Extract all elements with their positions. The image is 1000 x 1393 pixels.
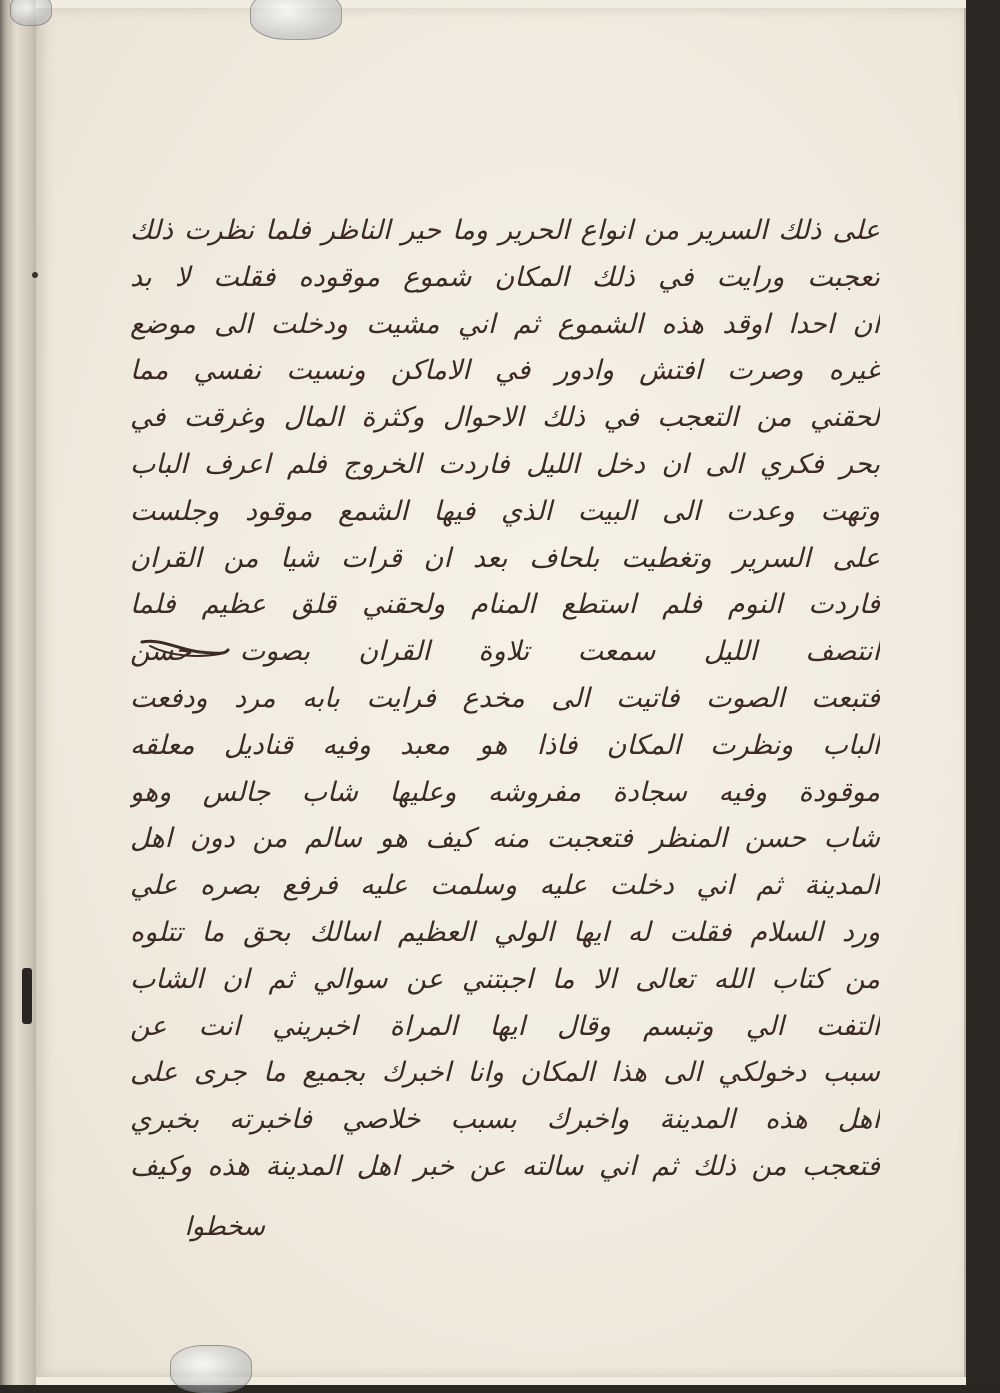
page-clip [250, 0, 342, 40]
text-line: الباب ونظرت المكان فاذا هو معبد وفيه قناديل معلقه [130, 729, 880, 761]
text-line: على ذلك السرير من انواع الحرير وما حير الناظر فلما نظرت ذلك [130, 215, 880, 246]
binding-mark [22, 968, 32, 1024]
text-line: فتعجب من ذلك ثم اني سالته عن خبر اهل المدينة هذه وكيف [130, 1150, 880, 1182]
page-clip [170, 1345, 252, 1393]
page-clip [10, 0, 52, 26]
text-line: شاب حسن المنظر فتعجبت منه كيف هو سالم من دون اهل [130, 823, 880, 855]
text-line: لحقني من التعجب في ذلك الاحوال وكثرة المال وغرقت في [130, 402, 880, 434]
text-line: على السرير وتغطيت بلحاف بعد ان قرات شيا من القران [130, 542, 880, 574]
text-line: انتصف الليل سمعت تلاوة القران بصوت حسن [130, 636, 880, 668]
catchword: سخطوا [184, 1212, 265, 1242]
text-line: من كتاب الله تعالى الا ما اجبتني عن سوالي ثم ان الشاب [130, 963, 880, 995]
text-line: ان احدا اوقد هذه الشموع ثم اني مشيت ودخلت الى موضع [130, 308, 880, 340]
text-line: وتهت وعدت الى البيت الذي فيها الشمع موقود وجلست [130, 495, 880, 527]
text-line: فتبعت الصوت فاتيت الى مخدع فرايت بابه مرد ودفعت [130, 682, 880, 714]
text-line: تعجبت ورايت في ذلك المكان شموع موقوده فقلت لا بد [130, 261, 880, 293]
text-line: اهل هذه المدينة واخبرك بسبب خلاصي فاخبرته بخبري [130, 1104, 880, 1136]
text-line: غيره وصرت افتش وادور في الاماكن ونسيت نفسي مما [130, 355, 880, 387]
text-line: فاردت النوم فلم استطع المنام ولحقني قلق عظيم فلما [130, 589, 880, 621]
ink-dot [32, 272, 38, 278]
text-line: موقودة وفيه سجادة مفروشه وعليها شاب جالس وهو [130, 776, 880, 808]
text-line: المدينة ثم اني دخلت عليه وسلمت عليه فرفع بصره علي [130, 870, 880, 902]
text-line: ورد السلام فقلت له ايها الولي العظيم اسالك بحق ما تتلوه [130, 916, 880, 948]
scan-border [966, 0, 1000, 1385]
text-line: سبب دخولكي الى هذا المكان وانا اخبرك بجميع ما جرى على [130, 1057, 880, 1089]
text-line: التفت الي وتبسم وقال ايها المراة اخبريني انت عن [130, 1010, 880, 1042]
text-line: بحر فكري الى ان دخل الليل فاردت الخروج فلم اعرف الباب [130, 448, 880, 480]
facing-page-edge [0, 0, 36, 1385]
manuscript-text [130, 208, 880, 1191]
